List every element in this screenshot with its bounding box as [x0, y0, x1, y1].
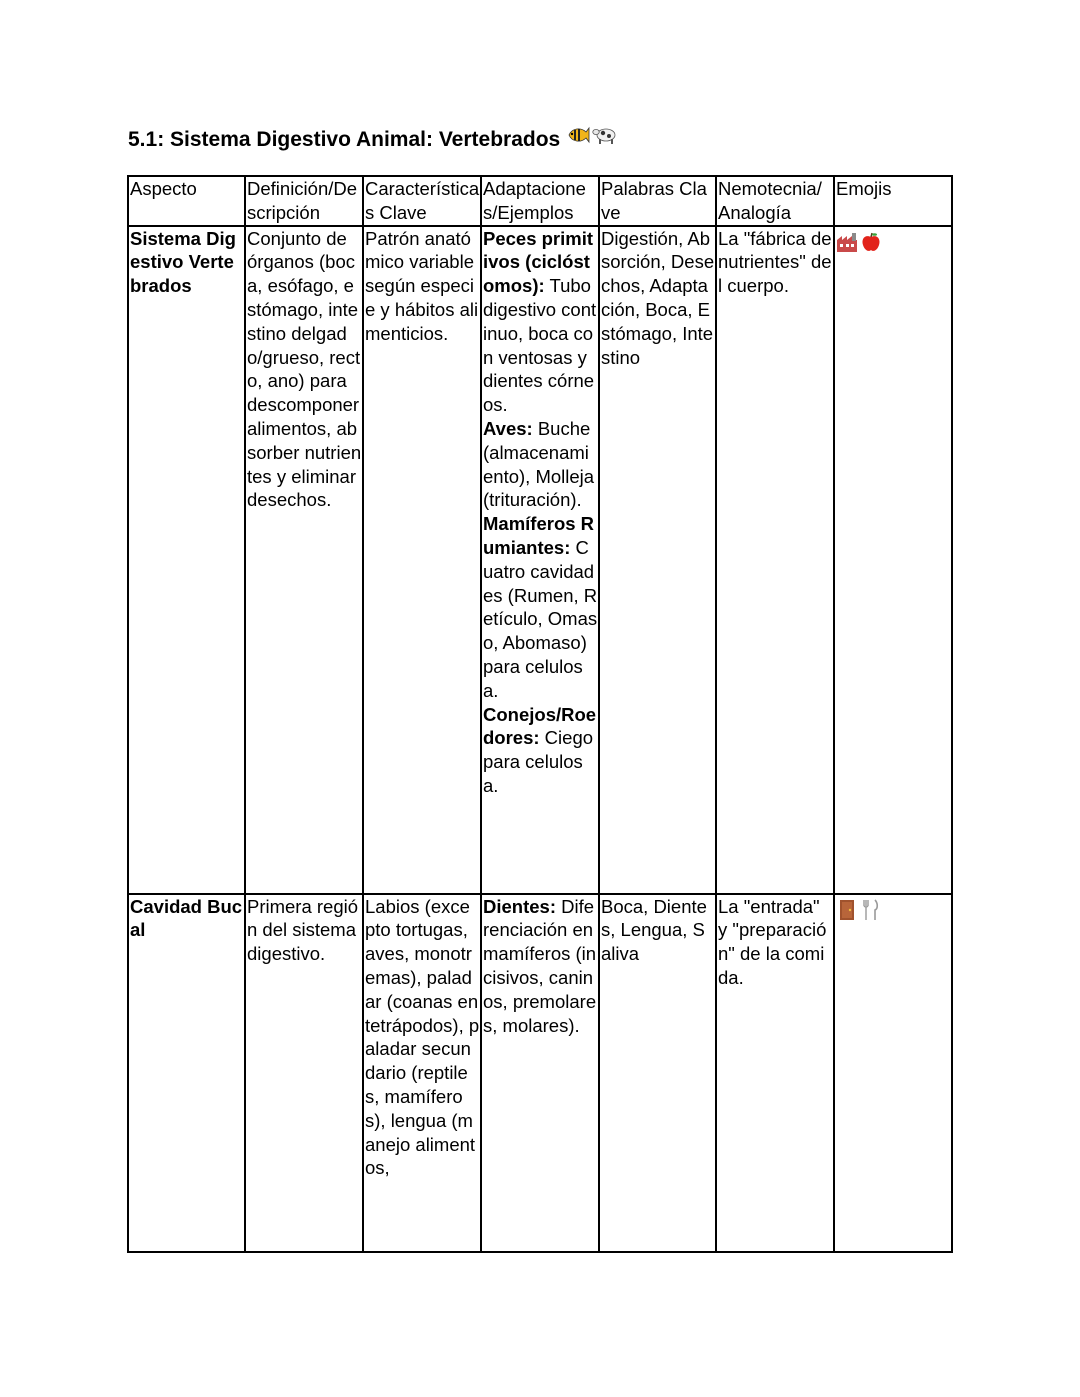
header-palabras-clave: Palabras Clave — [599, 176, 716, 226]
adaptacion-titulo: Mamíferos Rumiantes: — [483, 513, 595, 558]
adaptacion-texto: Tubo digestivo continuo, boca con ventosas y dientes córneos. — [483, 275, 597, 416]
cell-palabras-clave: Digestión, Absorción, Desechos, Adaptación, Boca, Estómago, Intestino — [599, 226, 716, 894]
cell-adaptaciones — [481, 226, 599, 894]
apple-icon — [860, 231, 882, 253]
cell-emojis — [834, 894, 952, 1252]
factory-icon — [836, 231, 858, 253]
header-emojis: Emojis — [834, 176, 952, 226]
fork-knife-icon — [860, 899, 882, 921]
table-row — [128, 226, 952, 894]
cell-aspecto: Sistema Digestivo Vertebrados — [128, 226, 245, 894]
header-adaptaciones: Adaptaciones/Ejemplos — [481, 176, 599, 226]
cell-emojis — [834, 226, 952, 894]
cow-icon — [592, 124, 618, 156]
adaptacion-texto: Ciego para celulosa. — [483, 727, 594, 796]
adaptacion-titulo: Dientes: — [483, 895, 556, 917]
header-nemotecnia: Nemotecnia/ Analogía — [716, 176, 834, 226]
cell-palabras-clave: Boca, Dientes, Lengua, Saliva — [599, 894, 716, 1252]
adaptacion-titulo: Conejos/Roedores: — [483, 703, 597, 749]
adaptacion-texto: Buche (almacenamiento), Molleja (trituración). — [483, 417, 595, 511]
adaptacion-titulo: Aves: — [483, 417, 533, 439]
header-definicion: Definición/Descripción — [245, 176, 363, 226]
title-text: 5.1: Sistema Digestivo Animal: Vertebrados — [128, 128, 561, 151]
header-aspecto: Aspecto — [128, 176, 245, 226]
cell-nemotecnia: La "entrada" y "preparación" de la comida. — [716, 894, 834, 1252]
header-caracteristicas: Características Clave — [363, 176, 481, 226]
adaptacion-texto: Diferenciación en mamíferos (incisivos, caninos, premolares, molares). — [483, 895, 597, 1036]
cell-adaptaciones — [481, 894, 599, 1252]
table-row — [128, 894, 952, 1252]
adaptacion-titulo: Peces primitivos (ciclóstomos): — [483, 227, 594, 297]
adaptacion-texto: Cuatro cavidades (Rumen, Retículo, Omaso, Abomaso) para celulosa. — [483, 536, 598, 701]
summary-table — [127, 175, 953, 1253]
cell-caracteristicas: Labios (excepto tortugas, aves, monotremas), paladar (coanas en tetrápodos), paladar secundario (reptiles, mamíferos), lengua (manejo alimentos, — [363, 894, 481, 1252]
cell-definicion: Primera región del sistema digestivo. — [245, 894, 363, 1252]
page-title — [128, 124, 618, 156]
cell-nemotecnia: La "fábrica de nutrientes" del cuerpo. — [716, 226, 834, 894]
cell-caracteristicas: Patrón anatómico variable según especie y hábitos alimenticios. — [363, 226, 481, 894]
door-icon — [836, 899, 858, 921]
fish-icon — [566, 124, 590, 156]
table-header-row — [128, 176, 952, 226]
cell-aspecto: Cavidad Bucal — [128, 894, 245, 1252]
cell-definicion: Conjunto de órganos (boca, esófago, estómago, intestino delgado/grueso, recto, ano) para descomponer alimentos, absorber nutrientes y eliminar desechos. — [245, 226, 363, 894]
